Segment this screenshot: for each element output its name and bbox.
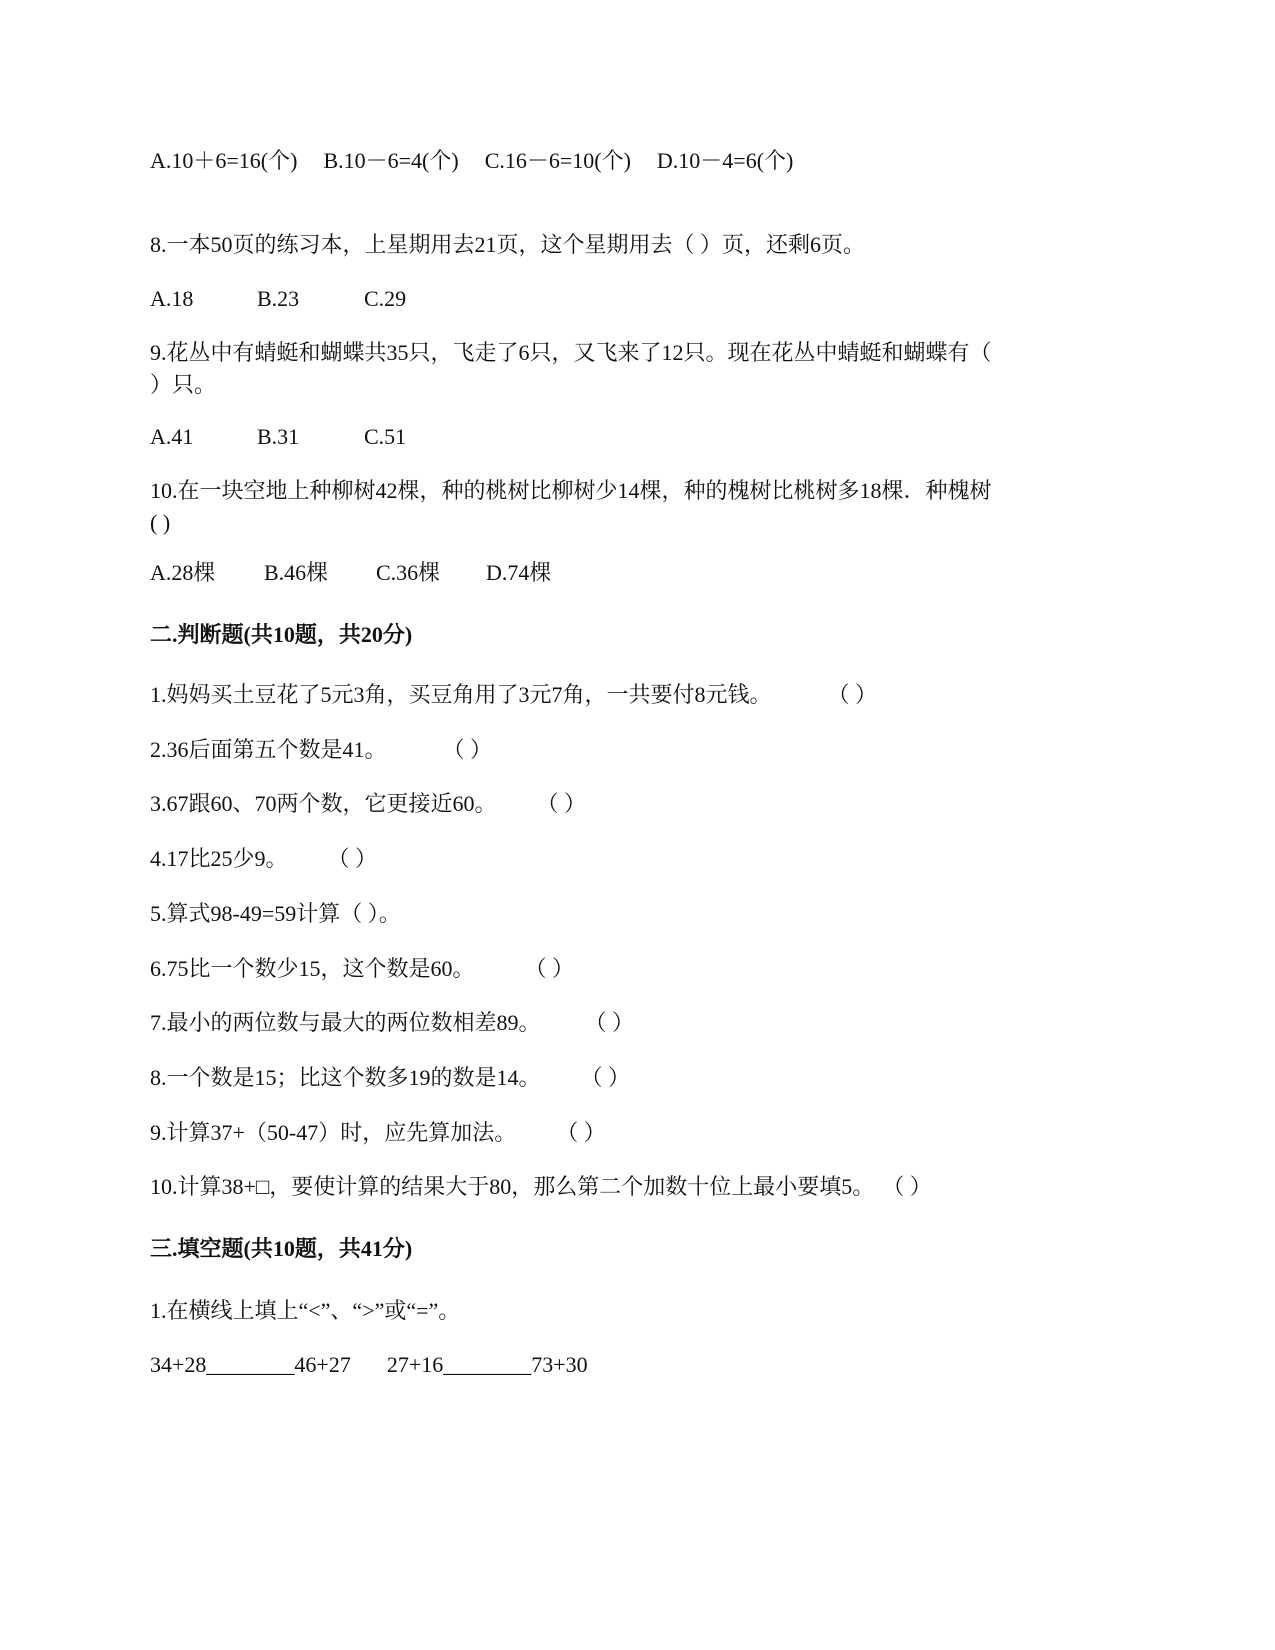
judge-item-4-text: 4.17比25少9。 bbox=[150, 846, 288, 871]
judge-item-10-text: 10.计算38+□，要使计算的结果大于80，那么第二个加数十位上最小要填5。 bbox=[150, 1174, 875, 1199]
judge-item-4-blank: （ ） bbox=[327, 846, 378, 871]
q7-options bbox=[150, 146, 793, 176]
judge-item-2-blank: （ ） bbox=[442, 737, 493, 762]
q10-options bbox=[150, 558, 551, 588]
judge-item-9-text: 9.计算37+（50-47）时，应先算加法。 bbox=[150, 1120, 517, 1145]
judge-item-9-blank: （ ） bbox=[556, 1120, 606, 1145]
judge-item-2-text: 2.36后面第五个数是41。 bbox=[150, 737, 387, 762]
q8-option-b: B.23 bbox=[257, 286, 300, 311]
judge-item-9 bbox=[150, 1118, 606, 1148]
judge-item-2 bbox=[150, 735, 492, 765]
judge-item-6 bbox=[150, 954, 574, 984]
q10-text-line2: ( ) bbox=[150, 510, 171, 535]
fill-item-1-text: 1.在横线上填上“<”、“>”或“=”。 bbox=[150, 1298, 461, 1323]
q7-option-a: A.10＋6=16(个) bbox=[150, 148, 298, 173]
section2-heading: 二.判断题(共10题，共20分) bbox=[150, 622, 413, 647]
judge-item-1-blank: （ ） bbox=[827, 682, 878, 707]
q9-options bbox=[150, 422, 406, 452]
judge-item-3 bbox=[150, 789, 586, 819]
judge-item-8-blank: （ ） bbox=[580, 1065, 631, 1090]
q10-option-c: C.36棵 bbox=[376, 560, 441, 585]
judge-item-3-blank: （ ） bbox=[536, 791, 587, 816]
expr2-left: 27+16 bbox=[386, 1352, 444, 1377]
judge-item-10 bbox=[150, 1172, 932, 1202]
q8-options bbox=[150, 284, 406, 314]
judge-item-7-text: 7.最小的两位数与最大的两位数相差89。 bbox=[150, 1010, 541, 1035]
judge-item-1 bbox=[150, 680, 877, 710]
judge-item-7 bbox=[150, 1008, 634, 1038]
judge-item-8-text: 8.一个数是15；比这个数多19的数是14。 bbox=[150, 1065, 541, 1090]
judge-item-6-text: 6.75比一个数少15，这个数是60。 bbox=[150, 956, 475, 981]
q10-option-d: D.74棵 bbox=[486, 560, 552, 585]
judge-item-4 bbox=[150, 844, 377, 874]
judge-item-3-text: 3.67跟60、70两个数，它更接近60。 bbox=[150, 791, 497, 816]
q7-option-b: B.10－6=4(个) bbox=[323, 148, 459, 173]
q8-text: 8.一本50页的练习本，上星期用去21页，这个星期用去（ ）页，还剩6页。 bbox=[150, 232, 866, 257]
judge-item-5-text: 5.算式98-49=59计算（ ）。 bbox=[150, 901, 401, 926]
q7-option-c: C.16－6=10(个) bbox=[484, 148, 631, 173]
q8-option-c: C.29 bbox=[364, 286, 407, 311]
expr1-blank[interactable]: ________ bbox=[206, 1352, 295, 1377]
judge-item-6-blank: （ ） bbox=[524, 956, 575, 981]
q7-option-d: D.10－4=6(个) bbox=[656, 148, 794, 173]
fill-item-1-expressions bbox=[150, 1350, 588, 1380]
judge-item-7-blank: （ ） bbox=[584, 1010, 635, 1035]
q9-option-a: A.41 bbox=[150, 424, 194, 449]
q9-text-line1: 9.花丛中有蜻蜓和蝴蝶共35只，飞走了6只，又飞来了12只。现在花丛中蜻蜓和蝴蝶有（ bbox=[150, 340, 992, 365]
q9-option-c: C.51 bbox=[364, 424, 407, 449]
expr1-right: 46+27 bbox=[294, 1352, 351, 1377]
judge-item-5 bbox=[150, 899, 401, 929]
expr2-right: 73+30 bbox=[531, 1352, 588, 1377]
expr1-left: 34+28 bbox=[150, 1352, 207, 1377]
judge-item-10-blank: （ ） bbox=[882, 1174, 932, 1199]
q9-option-b: B.31 bbox=[257, 424, 300, 449]
q8-option-a: A.18 bbox=[150, 286, 194, 311]
q10-text-line1: 10.在一块空地上种柳树42棵，种的桃树比柳树少14棵，种的槐树比桃树多18棵．种槐树 bbox=[150, 478, 992, 503]
section3-heading: 三.填空题(共10题，共41分) bbox=[150, 1236, 413, 1261]
judge-item-1-text: 1.妈妈买土豆花了5元3角，买豆角用了3元7角，一共要付8元钱。 bbox=[150, 682, 772, 707]
q10-option-b: B.46棵 bbox=[264, 560, 329, 585]
q9-text-line2: ）只。 bbox=[150, 372, 217, 397]
q10-option-a: A.28棵 bbox=[150, 560, 216, 585]
judge-item-8 bbox=[150, 1063, 630, 1093]
expr2-blank[interactable]: ________ bbox=[443, 1352, 532, 1377]
